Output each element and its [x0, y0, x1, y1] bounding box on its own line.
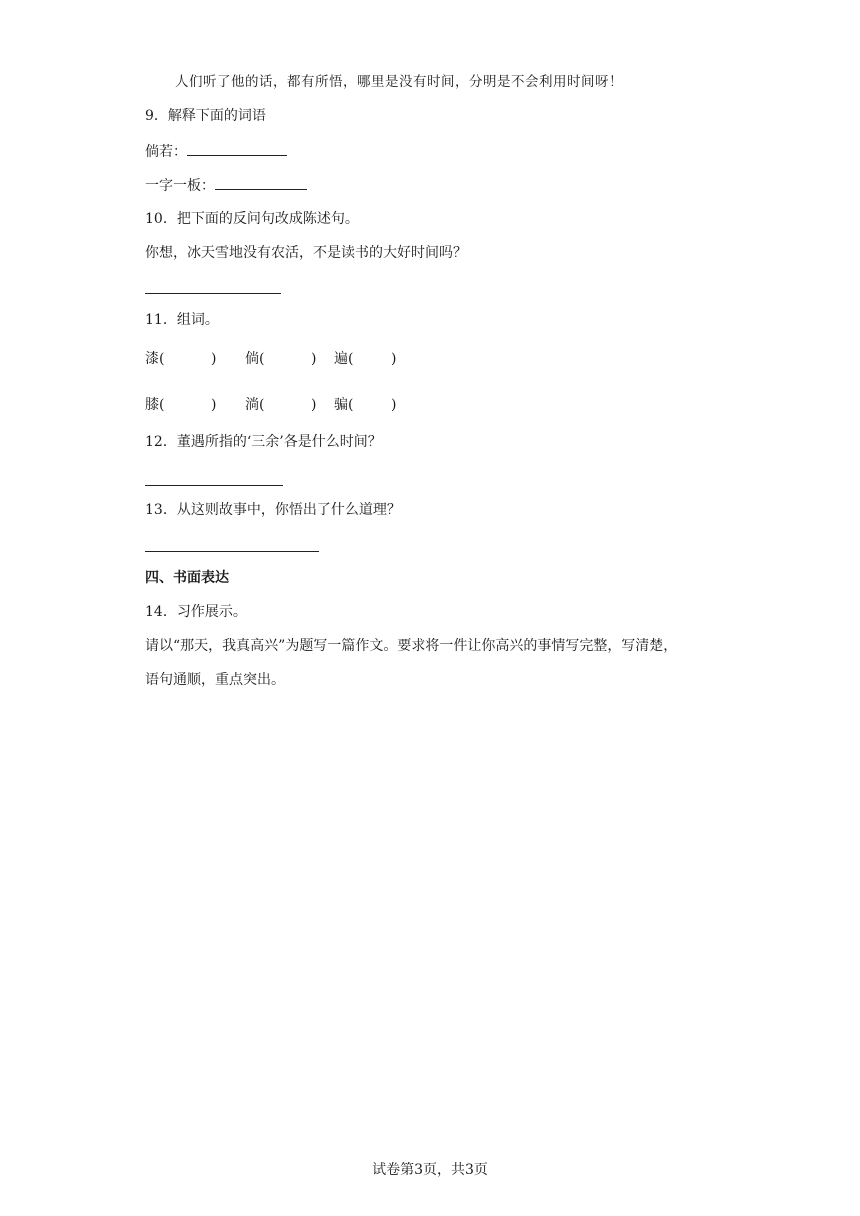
q9-item1-label: 倘若：: [145, 144, 187, 160]
q11-row1-char-3: 遍: [334, 351, 348, 367]
q11-row1-char-1: 漆: [145, 351, 159, 367]
q9-item-yiziyiban: [145, 175, 307, 196]
passage-closing-line: 人们听了他的话，都有所悟，哪里是没有时间，分明是不会利用时间呀！: [175, 74, 623, 90]
q10-sentence: 你想，冰天雪地没有农活，不是读书的大好时间吗？: [145, 245, 467, 261]
q11-row2-close-1: ): [211, 397, 217, 413]
q10-title: 10．把下面的反问句改成陈述句。: [145, 211, 359, 227]
q9-item2-label: 一字一板：: [145, 178, 215, 194]
q11-row2-open-1: (: [159, 397, 165, 413]
q9-item2-blank[interactable]: [215, 175, 307, 190]
page-footer: 试卷第3页，共3页: [372, 1162, 488, 1178]
q10-answer-line[interactable]: [145, 292, 281, 294]
q11-row2-close-3: ): [391, 397, 397, 413]
q11-title: 11．组词。: [145, 312, 219, 328]
q9-item-tangruo: [145, 141, 287, 162]
q11-row1-char-2: 倘: [245, 351, 259, 367]
q14-prompt-line-2: 语句通顺，重点突出。: [145, 672, 285, 688]
q11-row2-open-3: (: [348, 397, 354, 413]
q11-row1-open-3: (: [348, 351, 354, 367]
q11-row1-close-3: ): [391, 351, 397, 367]
q11-row1-open-1: (: [159, 351, 165, 367]
q13-answer-line[interactable]: [145, 550, 319, 552]
q11-row2-open-2: (: [259, 397, 265, 413]
q14-prompt-line-1: 请以“那天，我真高兴”为题写一篇作文。要求将一件让你高兴的事情写完整，写清楚，: [145, 638, 678, 654]
q11-row2-char-2: 淌: [245, 397, 259, 413]
q13-title: 13．从这则故事中，你悟出了什么道理？: [145, 502, 401, 518]
q11-row2-char-3: 骗: [334, 397, 348, 413]
q9-title: 9．解释下面的词语: [145, 108, 266, 124]
q14-title: 14．习作展示。: [145, 604, 247, 620]
q12-title: 12．董遇所指的‘三余’各是什么时间？: [145, 434, 382, 450]
section-4-title: 四、书面表达: [145, 570, 229, 586]
q11-row2-char-1: 膝: [145, 397, 159, 413]
q9-item1-blank[interactable]: [187, 141, 287, 156]
q12-answer-line[interactable]: [145, 484, 283, 486]
q11-row1-close-1: ): [211, 351, 217, 367]
q11-row2-close-2: ): [311, 397, 317, 413]
q11-row1-close-2: ): [311, 351, 317, 367]
q11-row1-open-2: (: [259, 351, 265, 367]
